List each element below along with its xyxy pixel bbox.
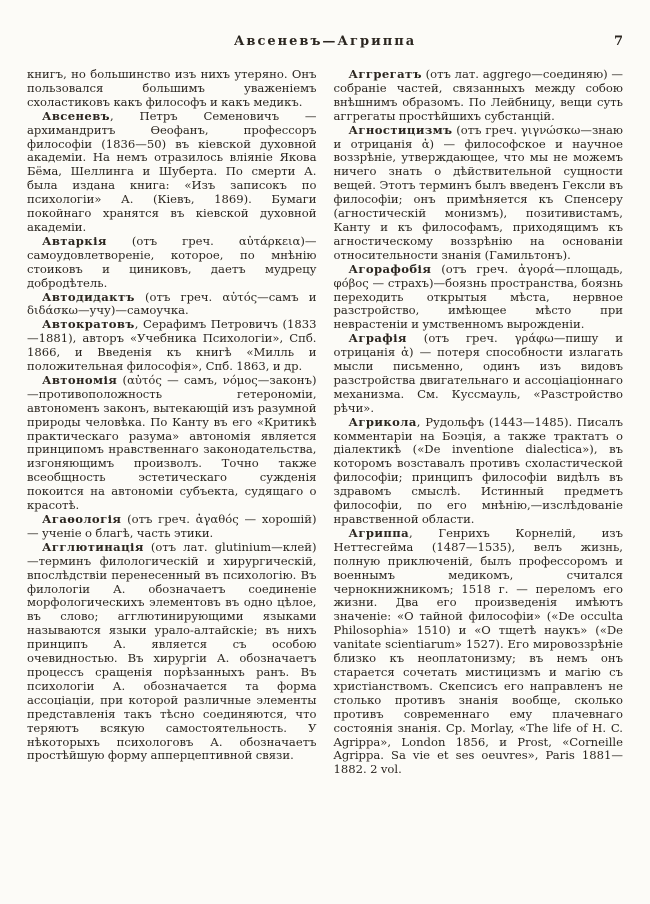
entry-headword: Автодидактъ <box>42 289 135 304</box>
entry-headword: Автаркія <box>42 233 107 248</box>
entry-avtarkia <box>27 235 317 291</box>
entry-headword: Агаѳологія <box>42 512 122 526</box>
entry-text: (отъ греч. γράφω—пишу и отрицанія ἀ) — потеря способности излагать мысли письменно, одинъ изъ видовъ разстройства двигательнаго и ассоціаціоннаго механизма. См. Куссмауль, «Разстройство рѣчи». <box>333 331 623 415</box>
entry-headword: Автократовъ <box>42 317 135 332</box>
page-header <box>27 34 623 52</box>
entry-text: (отъ греч. αὐτάρκεια)—самоудовлетвореніе, которое, по мнѣнію стоиковъ и циниковъ, даетъ мудрецу добродѣтель. <box>27 233 317 290</box>
entry-agrikola <box>334 416 624 527</box>
entry-text: , Рудольфъ (1443—1485). Писалъ комментаріи на Боэція, а также трактатъ о діалектикѣ («De inventione dialectica»), въ которомъ возставалъ противъ схоластической философіи; принципъ философіи видѣлъ въ здравомъ смыслѣ. Истинный предметъ философіи, по его мнѣнію,—изслѣдованіе нравственной области. <box>333 414 623 526</box>
entry-avsenev <box>27 110 317 235</box>
entry-agathologia <box>27 513 317 541</box>
left-column <box>27 68 317 777</box>
entry-avtodidakt <box>27 291 317 319</box>
entry-text: (αὐτός — самъ, νόμος—законъ)—противоположность гетерономіи, автономенъ законъ, вытекающій изъ разумной природы человѣка. По Канту въ его «Критикѣ практическаго разума» автономія является принципомъ нравственнаго законодательства, изгоняющимъ произволъ. Точно также всеобщность эстетическаго сужденія покоится на автономіи субъекта, судящаго о красотѣ. <box>27 372 317 513</box>
entry-aggregat <box>334 68 624 124</box>
entry-text: (отъ лат. glutinium—клей)—терминъ филологическій и хирургическій, впослѣдствіи перенесенный въ психологію. Въ филологіи А. обозначаетъ соединеніе морфологическихъ элементовъ въ одно цѣлое, въ слово; агглютинирующими языками называются языки урало-алтайскіе; въ нихъ принципъ А. является съ особою очевидностью. Въ хирургіи А. обозначаетъ процессъ сращенія порѣзанныхъ ранъ. Въ психологіи А. обозначается та форма ассоціаціи, при которой различные элементы представленія такъ тѣсно соединяются, что теряютъ всякую самостоятельность. У нѣкоторыхъ психологовъ А. обозначаетъ простѣйшую форму апперцептивной связи. <box>27 539 317 763</box>
right-column <box>334 68 624 777</box>
entry-text: (отъ греч. ἀγαθός — хорошій) — ученіе о благѣ, часть этики. <box>27 512 317 540</box>
entry-avtokratov <box>27 318 317 374</box>
entry-continuation <box>27 68 317 110</box>
entry-agrafia <box>334 332 624 415</box>
entry-text: (отъ греч. γιγνώσκω—знаю и отрицанія ἀ) — философское и научное воззрѣніе, утверждающее, что мы не можемъ ничего знать о дѣйствительной сущности вещей. Этотъ терминъ былъ введенъ Гексли въ философіи; онъ примѣняется къ Спенсеру (агностическій монизмъ), позитивистамъ, Канту и къ философамъ, приходящимъ къ агностическому воззрѣнію на основаніи относительности знанія (Гамильтонъ). <box>333 122 623 262</box>
page-number: 7 <box>613 34 623 49</box>
entry-headword: Аггрегатъ <box>348 67 422 81</box>
entry-text: , Петръ Семеновичъ — архимандритъ Ѳеофанъ, профессоръ философіи (1836—50) въ кіевской духовной академіи. На немъ отразилось вліяніе Якова Бёма, Шеллинга и Шуберта. По смерти А. была издана книга: «Изъ записокъ по психологіи» А. (Кіевъ, 1869). Бумаги покойнаго хранятся въ кіевской духовной академіи. <box>27 108 317 234</box>
entry-text: (отъ греч. ἀγορά—площадь, φόβος — страхъ)—боязнь пространства, боязнь переходить открытыя мѣста, нервное разстройство, имѣющее мѣсто при неврастеніи и умственномъ вырожденіи. <box>333 261 623 332</box>
running-title: Авсеневъ—Агриппа <box>233 34 417 49</box>
entry-headword: Автономія <box>42 372 118 387</box>
entry-headword: Агрикола <box>348 414 417 429</box>
entry-text: , Серафимъ Петровичъ (1833—1881), авторъ «Учебника Психологіи», Спб. 1866, и Введенія къ книгѣ «Милль и положительная философія», Спб. 1863, и др. <box>27 317 317 374</box>
entry-agglutinacia <box>27 541 317 764</box>
entry-avtonomia <box>27 374 317 513</box>
text-columns <box>27 68 623 777</box>
entry-text: , Генрихъ Корнелій, изъ Неттесгейма (1487—1535), велъ жизнь, полную приключеній, былъ профессоромъ и военнымъ медикомъ, считался чернокнижникомъ; 1518 г. — переломъ его жизни. Два его произведенія имѣютъ значеніе: «О тайной философіи» («De occulta Philosophia» 1510) и «О тщетѣ наукъ» («De vanitate scientiarum» 1527). Его мировоззрѣніе близко къ неоплатонизму; въ немъ онъ старается сочетать мистицизмъ и магію съ христіанствомъ. Скепсисъ его направленъ не столько противъ знанія вообще, сколько противъ современнаго ему плачевнаго состоянія знанія. Ср. Morlay, «The life of H. C. Agrippa», London 1856, и Prost, «Corneille Agrippa. Sa vie et ses oeuvres», Paris 1881—1882. 2 vol. <box>333 525 623 777</box>
entry-agorafobia <box>334 263 624 333</box>
entry-text: (отъ греч. αὐτός—самъ и διδάσκω—учу)—самоучка. <box>27 289 317 318</box>
entry-headword: Агриппа <box>348 525 410 540</box>
entry-text: книгъ, но большинство изъ нихъ утеряно. Онъ пользовался большимъ уваженіемъ схоластиковъ какъ философъ и какъ медикъ. <box>27 67 317 109</box>
entry-headword: Агглютинація <box>42 539 144 554</box>
entry-headword: Агностицизмъ <box>348 122 453 137</box>
entry-headword: Аграфія <box>348 331 407 346</box>
entry-agrippa <box>334 527 624 777</box>
entry-agnosticizm <box>334 124 624 263</box>
entry-headword: Авсеневъ <box>42 108 110 123</box>
entry-headword: Агорафобія <box>348 261 432 276</box>
entry-text: (отъ лат. aggrego—соединяю) — собраніе частей, связанныхъ между собою внѣшнимъ образомъ. По Лейбницу, вещи суть аггрегаты простѣйшихъ субстанцій. <box>333 67 623 123</box>
